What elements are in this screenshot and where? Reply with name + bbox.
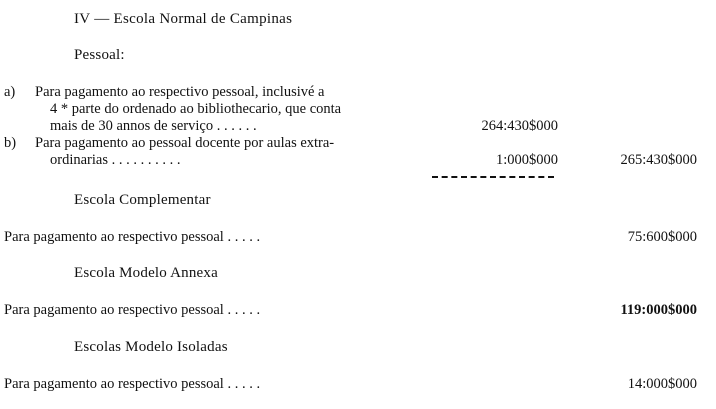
- item-a-amount: 264:430$000: [481, 118, 558, 134]
- item-b-line2: ordinarias . . . . . . . . . .: [50, 152, 181, 168]
- heading-escolas-modelo-isoladas: Escolas Modelo Isoladas: [74, 339, 228, 355]
- section-title: IV — Escola Normal de Campinas: [74, 11, 293, 27]
- item-a-line3: mais de 30 annos de serviço . . . . . .: [50, 118, 257, 134]
- item-b-letter: b): [4, 135, 17, 151]
- heading-escola-complementar: Escola Complementar: [74, 192, 211, 208]
- modelo-isoladas-amount: 14:000$000: [627, 376, 697, 392]
- item-b-amount: 1:000$000: [495, 152, 558, 168]
- complementar-text: Para pagamento ao respectivo pessoal . . . . .: [4, 229, 261, 245]
- item-a-line1: Para pagamento ao respectivo pessoal, inclusivé a: [35, 84, 325, 100]
- subtotal-dash-rule: [432, 176, 554, 178]
- complementar-amount: 75:600$000: [627, 229, 697, 245]
- item-b-total: 265:430$000: [620, 152, 697, 168]
- modelo-annexa-amount: 119:000$000: [620, 302, 697, 318]
- modelo-annexa-text: Para pagamento ao respectivo pessoal . . . . .: [4, 302, 261, 318]
- item-a-letter: a): [4, 84, 16, 100]
- section-subtitle: Pessoal:: [74, 47, 125, 63]
- item-a-line2: 4 * parte do ordenado ao bibliothecario, que conta: [50, 101, 342, 117]
- modelo-isoladas-text: Para pagamento ao respectivo pessoal . . . . .: [4, 376, 261, 392]
- heading-escola-modelo-annexa: Escola Modelo Annexa: [74, 265, 218, 281]
- item-b-line1: Para pagamento ao pessoal docente por aulas extra-: [35, 135, 335, 151]
